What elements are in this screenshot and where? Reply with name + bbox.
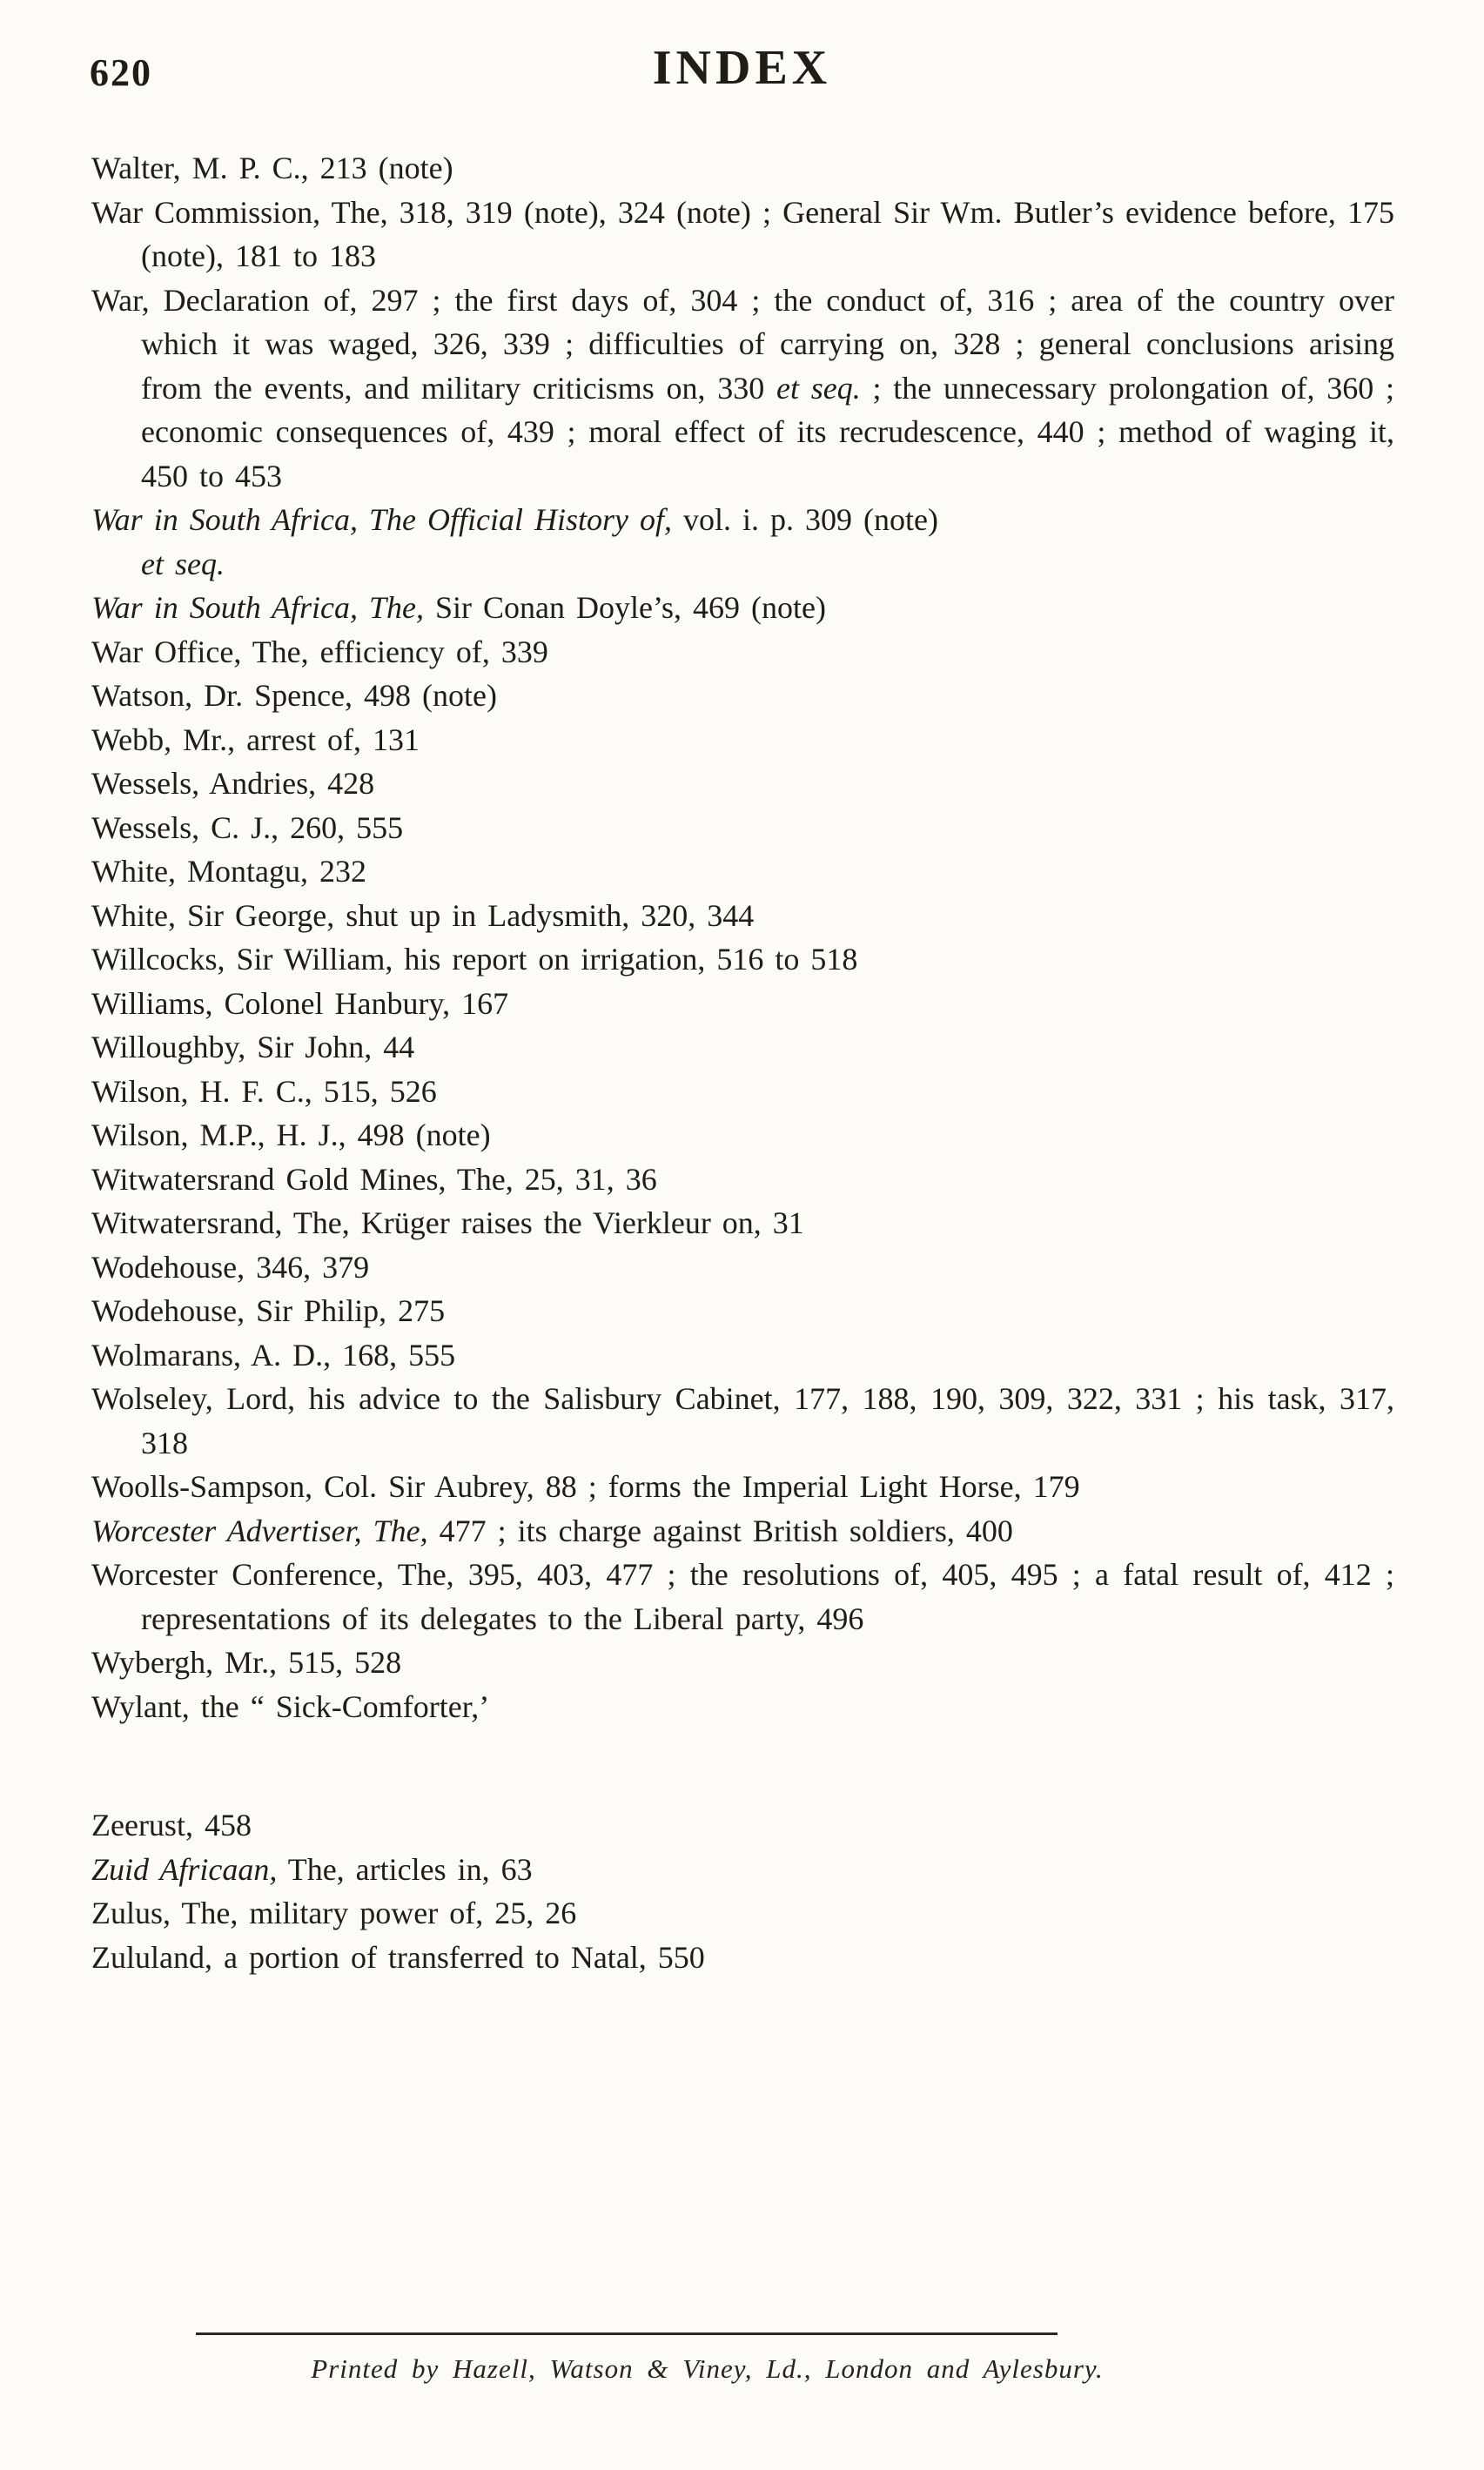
index-entry — [91, 1848, 1394, 1892]
entry-text: Zulus, The, military power of, 25, 26 — [91, 1896, 577, 1930]
entry-text: Wilson, H. F. C., 515, 526 — [91, 1073, 437, 1109]
index-entry — [91, 674, 1394, 718]
entry-text-italic: et seq. — [141, 546, 225, 581]
entry-text: Wilson, M.P., H. J., 498 (note) — [91, 1118, 491, 1152]
entry-text: Wessels, Andries, 428 — [91, 766, 375, 801]
entry-text: Wylant, the “ Sick-Comforter,’ — [91, 1688, 490, 1724]
index-entry — [91, 498, 1394, 586]
entry-text: Watson, Dr. Spence, 498 (note) — [91, 678, 497, 713]
entry-text: White, Sir George, shut up in Ladysmith, 320, 344 — [91, 897, 755, 933]
index-entry — [91, 1509, 1394, 1554]
index-entry — [91, 1553, 1394, 1641]
entry-text: Wodehouse, Sir Philip, 275 — [91, 1293, 446, 1328]
index-entry — [91, 937, 1394, 982]
entry-text-italic: Zuid Africaan, — [91, 1851, 278, 1887]
footer-rule — [196, 2332, 1058, 2335]
entry-text: Wessels, C. J., 260, 555 — [91, 809, 404, 845]
index-entry — [91, 806, 1394, 850]
index-entry — [91, 279, 1394, 499]
index-entry — [91, 1465, 1394, 1509]
index-entry-list — [91, 146, 1394, 1979]
entry-text: Zululand, a portion of transferred to Natal, 550 — [91, 1939, 705, 1975]
index-entry — [91, 1803, 1394, 1848]
index-entry — [91, 762, 1394, 806]
entry-text: Willoughby, Sir John, 44 — [91, 1030, 415, 1064]
entry-text: ; the unnecessary prolongation of, 360 ; economic consequences of, 439 ; moral effect of its recrudescence, 440 ; method of waging it, 450 to 453 — [141, 370, 1395, 493]
index-entry — [91, 894, 1394, 938]
index-entry — [91, 849, 1394, 894]
entry-text: Witwatersrand Gold Mines, The, 25, 31, 36 — [91, 1161, 657, 1197]
index-entry — [91, 191, 1394, 279]
index-entry — [91, 586, 1394, 630]
index-entry — [91, 1891, 1394, 1936]
entry-text: Wolseley, Lord, his advice to the Salisbury Cabinet, 177, 188, 190, 309, 322, 331 ; his task, 317, 318 — [91, 1381, 1394, 1460]
index-entry — [91, 1333, 1394, 1378]
index-entry — [91, 146, 1394, 191]
index-entry — [91, 1025, 1394, 1070]
entry-text: Webb, Mr., arrest of, 131 — [91, 722, 420, 757]
entry-text: War, Declaration of, 297 ; the first days of, 304 ; the conduct of, 316 ; area of the country over which it was waged, 326, 339 ; difficulties of carrying on, 328 ; general conclusions arising from the events, and military criticisms on, 330 — [91, 282, 1394, 406]
index-entry — [91, 1245, 1394, 1290]
entry-text-italic: War in South Africa, The, — [91, 590, 425, 625]
entry-text: Witwatersrand, The, Krüger raises the Vierkleur on, 31 — [91, 1205, 804, 1240]
entry-text: War Office, The, efficiency of, 339 — [91, 634, 548, 669]
entry-text: The, articles in, 63 — [277, 1851, 533, 1887]
entry-text-italic: et seq. — [776, 370, 861, 406]
index-entry — [91, 1377, 1394, 1465]
printer-imprint: Printed by Hazell, Watson & Viney, Ld., London and Aylesbury. — [311, 2353, 1104, 2384]
entry-text: Zeerust, 458 — [91, 1808, 252, 1842]
index-entry — [91, 1685, 1394, 1729]
entry-text: 477 ; its charge against British soldiers, 400 — [427, 1513, 1013, 1548]
index-entry — [91, 1158, 1394, 1202]
index-entry — [91, 630, 1394, 675]
page-title: INDEX — [652, 41, 832, 95]
entry-text: Williams, Colonel Hanbury, 167 — [91, 985, 509, 1021]
index-entry — [91, 1641, 1394, 1685]
index-entry — [91, 1936, 1394, 1980]
entry-text: White, Montagu, 232 — [91, 854, 366, 889]
entry-text: Worcester Conference, The, 395, 403, 477 ; the resolutions of, 405, 495 ; a fatal result of, 412 ; representations of its delegates to the Liberal party, 496 — [91, 1557, 1394, 1636]
entry-text: Walter, M. P. C., 213 (note) — [91, 151, 453, 185]
index-entry — [91, 718, 1394, 762]
entry-text-italic: Worcester Advertiser, The, — [91, 1513, 428, 1548]
entry-text: Wodehouse, 346, 379 — [91, 1249, 370, 1285]
index-entry — [91, 1289, 1394, 1333]
entry-text: Woolls-Sampson, Col. Sir Aubrey, 88 ; forms the Imperial Light Horse, 179 — [91, 1469, 1080, 1504]
index-entry — [91, 1113, 1394, 1158]
entry-text: Sir Conan Doyle’s, 469 (note) — [424, 590, 826, 625]
page-number: 620 — [90, 51, 152, 94]
entry-text: Wolmarans, A. D., 168, 555 — [91, 1337, 456, 1373]
entry-text-italic: War in South Africa, The Official History of, — [91, 502, 673, 537]
index-entry — [91, 1201, 1394, 1245]
entry-text: Wybergh, Mr., 515, 528 — [91, 1645, 402, 1680]
index-entry — [91, 1070, 1394, 1114]
entry-text: Willcocks, Sir William, his report on irrigation, 516 to 518 — [91, 942, 858, 977]
entry-text: War Commission, The, 318, 319 (note), 324 (note) ; General Sir Wm. Butler’s evidence before, 175 (note), 181 to 183 — [91, 194, 1394, 273]
entry-text: vol. i. p. 309 (note) — [672, 502, 938, 537]
index-entry — [91, 982, 1394, 1026]
